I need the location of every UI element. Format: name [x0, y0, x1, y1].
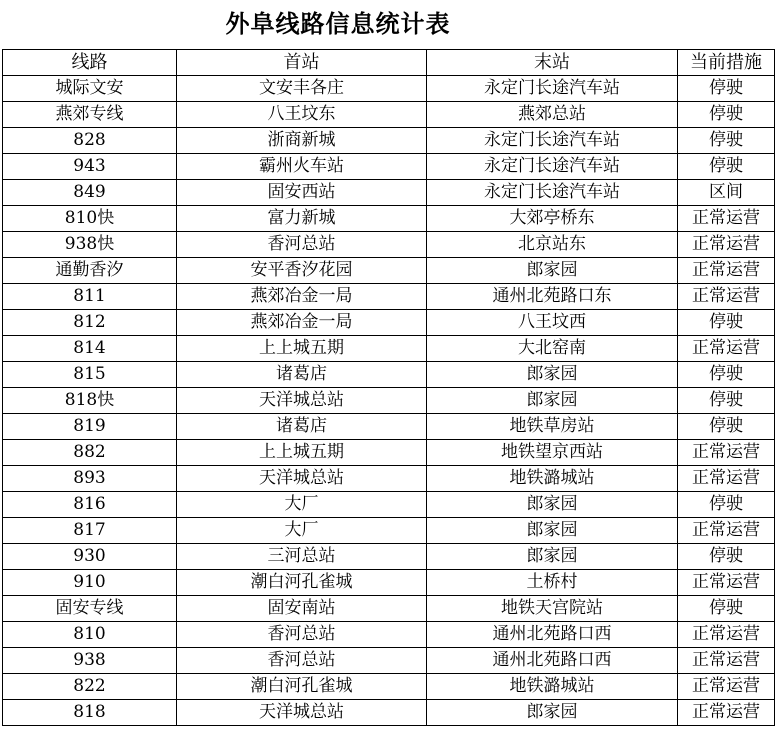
cell-first-station: 潮白河孔雀城 — [177, 570, 427, 596]
cell-first-station: 大厂 — [177, 492, 427, 518]
cell-first-station: 固安西站 — [177, 180, 427, 206]
cell-current-measure: 正常运营 — [678, 648, 775, 674]
table-row — [3, 76, 775, 102]
table-header-row — [3, 50, 775, 76]
cell-current-measure: 正常运营 — [678, 466, 775, 492]
table-row — [3, 414, 775, 440]
header-last-station: 末站 — [427, 50, 678, 76]
cell-current-measure: 区间 — [678, 180, 775, 206]
cell-current-measure: 停驶 — [678, 544, 775, 570]
cell-first-station: 安平香汐花园 — [177, 258, 427, 284]
cell-last-station: 郎家园 — [427, 362, 678, 388]
cell-last-station: 永定门长途汽车站 — [427, 76, 678, 102]
cell-first-station: 八王坟东 — [177, 102, 427, 128]
cell-line: 815 — [3, 362, 177, 388]
cell-current-measure: 停驶 — [678, 102, 775, 128]
table-row — [3, 284, 775, 310]
cell-last-station: 通州北苑路口西 — [427, 622, 678, 648]
cell-current-measure: 停驶 — [678, 362, 775, 388]
cell-current-measure: 停驶 — [678, 76, 775, 102]
cell-first-station: 固安南站 — [177, 596, 427, 622]
cell-line: 810 — [3, 622, 177, 648]
cell-first-station: 文安丰各庄 — [177, 76, 427, 102]
cell-current-measure: 正常运营 — [678, 336, 775, 362]
cell-last-station: 北京站东 — [427, 232, 678, 258]
cell-first-station: 浙商新城 — [177, 128, 427, 154]
table-body — [3, 76, 775, 726]
cell-current-measure: 正常运营 — [678, 232, 775, 258]
cell-last-station: 郎家园 — [427, 492, 678, 518]
cell-line: 812 — [3, 310, 177, 336]
cell-first-station: 霸州火车站 — [177, 154, 427, 180]
cell-last-station: 燕郊总站 — [427, 102, 678, 128]
cell-first-station: 诸葛店 — [177, 362, 427, 388]
table-row — [3, 622, 775, 648]
cell-first-station: 香河总站 — [177, 232, 427, 258]
cell-current-measure: 停驶 — [678, 492, 775, 518]
table-row — [3, 206, 775, 232]
table-row — [3, 232, 775, 258]
cell-last-station: 地铁潞城站 — [427, 674, 678, 700]
cell-line: 818快 — [3, 388, 177, 414]
cell-last-station: 大郊亭桥东 — [427, 206, 678, 232]
cell-line: 930 — [3, 544, 177, 570]
table-row — [3, 700, 775, 726]
cell-first-station: 三河总站 — [177, 544, 427, 570]
cell-last-station: 土桥村 — [427, 570, 678, 596]
table-row — [3, 362, 775, 388]
table-row — [3, 440, 775, 466]
cell-last-station: 大北窑南 — [427, 336, 678, 362]
cell-first-station: 天洋城总站 — [177, 466, 427, 492]
cell-current-measure: 正常运营 — [678, 518, 775, 544]
cell-line: 818 — [3, 700, 177, 726]
cell-first-station: 天洋城总站 — [177, 700, 427, 726]
table-row — [3, 388, 775, 414]
cell-line: 817 — [3, 518, 177, 544]
cell-last-station: 通州北苑路口西 — [427, 648, 678, 674]
cell-first-station: 天洋城总站 — [177, 388, 427, 414]
table-row — [3, 674, 775, 700]
cell-first-station: 大厂 — [177, 518, 427, 544]
cell-line: 828 — [3, 128, 177, 154]
page-title: 外阜线路信息统计表 — [225, 10, 451, 38]
table-row — [3, 154, 775, 180]
table-row — [3, 258, 775, 284]
cell-line: 814 — [3, 336, 177, 362]
cell-current-measure: 停驶 — [678, 596, 775, 622]
cell-first-station: 燕郊冶金一局 — [177, 284, 427, 310]
table-row — [3, 518, 775, 544]
cell-line: 816 — [3, 492, 177, 518]
cell-first-station: 富力新城 — [177, 206, 427, 232]
cell-last-station: 地铁草房站 — [427, 414, 678, 440]
cell-first-station: 潮白河孔雀城 — [177, 674, 427, 700]
cell-first-station: 诸葛店 — [177, 414, 427, 440]
cell-first-station: 燕郊冶金一局 — [177, 310, 427, 336]
cell-current-measure: 正常运营 — [678, 674, 775, 700]
cell-current-measure: 停驶 — [678, 414, 775, 440]
table-row — [3, 648, 775, 674]
cell-line: 城际文安 — [3, 76, 177, 102]
table-row — [3, 180, 775, 206]
table-row — [3, 544, 775, 570]
cell-line: 通勤香汐 — [3, 258, 177, 284]
cell-line: 固安专线 — [3, 596, 177, 622]
cell-current-measure: 正常运营 — [678, 206, 775, 232]
cell-last-station: 郎家园 — [427, 518, 678, 544]
cell-last-station: 郎家园 — [427, 544, 678, 570]
cell-current-measure: 正常运营 — [678, 284, 775, 310]
cell-current-measure: 正常运营 — [678, 622, 775, 648]
table-row — [3, 336, 775, 362]
cell-last-station: 地铁天宫院站 — [427, 596, 678, 622]
table-row — [3, 102, 775, 128]
table-row — [3, 466, 775, 492]
cell-line: 882 — [3, 440, 177, 466]
cell-current-measure: 停驶 — [678, 154, 775, 180]
cell-line: 811 — [3, 284, 177, 310]
cell-last-station: 永定门长途汽车站 — [427, 154, 678, 180]
cell-last-station: 地铁潞城站 — [427, 466, 678, 492]
cell-first-station: 上上城五期 — [177, 336, 427, 362]
cell-last-station: 永定门长途汽车站 — [427, 180, 678, 206]
cell-first-station: 上上城五期 — [177, 440, 427, 466]
cell-line: 819 — [3, 414, 177, 440]
cell-last-station: 永定门长途汽车站 — [427, 128, 678, 154]
cell-last-station: 八王坟西 — [427, 310, 678, 336]
cell-line: 849 — [3, 180, 177, 206]
table-row — [3, 310, 775, 336]
header-current-measure: 当前措施 — [678, 50, 775, 76]
cell-line: 938 — [3, 648, 177, 674]
cell-current-measure: 正常运营 — [678, 258, 775, 284]
cell-first-station: 香河总站 — [177, 648, 427, 674]
cell-current-measure: 停驶 — [678, 310, 775, 336]
cell-last-station: 通州北苑路口东 — [427, 284, 678, 310]
cell-current-measure: 正常运营 — [678, 440, 775, 466]
cell-last-station: 郎家园 — [427, 700, 678, 726]
cell-line: 910 — [3, 570, 177, 596]
cell-line: 938快 — [3, 232, 177, 258]
header-first-station: 首站 — [177, 50, 427, 76]
table-row — [3, 570, 775, 596]
table-row — [3, 128, 775, 154]
table-row — [3, 596, 775, 622]
cell-current-measure: 正常运营 — [678, 570, 775, 596]
cell-line: 822 — [3, 674, 177, 700]
cell-last-station: 地铁望京西站 — [427, 440, 678, 466]
cell-current-measure: 停驶 — [678, 128, 775, 154]
route-table — [2, 49, 775, 726]
cell-last-station: 郎家园 — [427, 258, 678, 284]
cell-current-measure: 正常运营 — [678, 700, 775, 726]
cell-line: 燕郊专线 — [3, 102, 177, 128]
table-row — [3, 492, 775, 518]
header-line: 线路 — [3, 50, 177, 76]
cell-current-measure: 停驶 — [678, 388, 775, 414]
cell-line: 943 — [3, 154, 177, 180]
cell-line: 893 — [3, 466, 177, 492]
cell-first-station: 香河总站 — [177, 622, 427, 648]
cell-line: 810快 — [3, 206, 177, 232]
cell-last-station: 郎家园 — [427, 388, 678, 414]
